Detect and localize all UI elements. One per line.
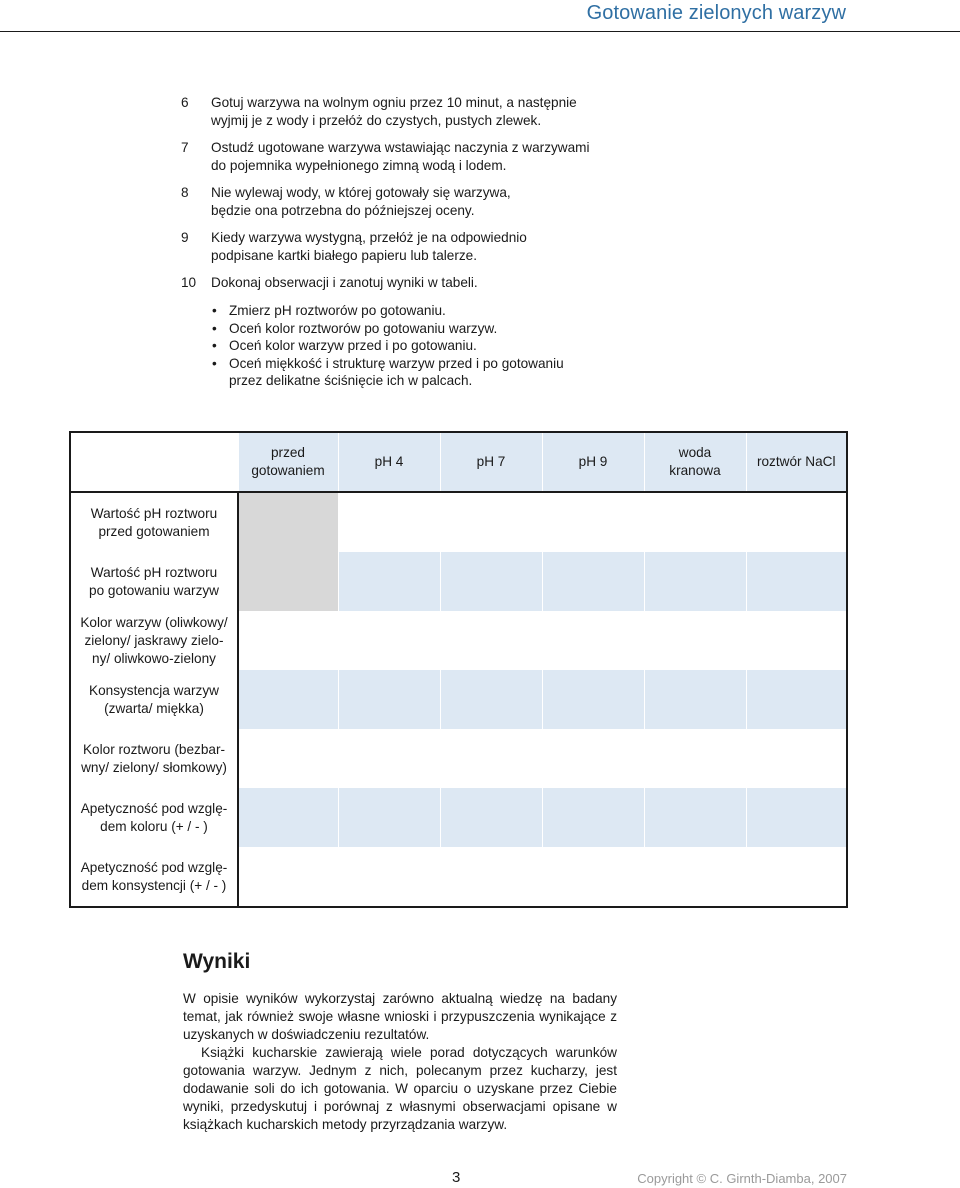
step-text: Kiedy warzywa wystygną, przełóż je na odpowiednio podpisane kartki białego papieru lub talerze. <box>211 230 527 263</box>
table-cell[interactable] <box>542 729 644 788</box>
table-row <box>70 552 847 611</box>
table-cell-disabled <box>238 552 338 611</box>
table-cell[interactable] <box>644 552 746 611</box>
table-cell[interactable] <box>542 847 644 907</box>
table-cell[interactable] <box>440 788 542 847</box>
results-text <box>183 990 617 1134</box>
table-cell[interactable] <box>338 670 440 729</box>
table-cell[interactable] <box>746 847 847 907</box>
table-cell[interactable] <box>644 847 746 907</box>
table-cell[interactable] <box>238 729 338 788</box>
table-cell[interactable] <box>338 611 440 670</box>
step-number: 10 <box>181 275 197 290</box>
step-number: 9 <box>181 230 189 245</box>
table-corner-cell <box>70 432 238 492</box>
step-text: Ostudź ugotowane warzywa wstawiając naczynia z warzywami do pojemnika wypełnionego zimną wodą i lodem. <box>211 140 590 173</box>
column-header: pH 7 <box>440 432 542 492</box>
row-label: Kolor roztworu (bezbar- wny/ zielony/ słomkowy) <box>70 729 238 788</box>
results-paragraph: W opisie wyników wykorzystaj zarówno aktualną wiedzę na badany temat, jak również swoje własne wnioski i przypuszczenia wynikające z uzyskanych w doświadczeniu rezultatów. <box>183 991 617 1042</box>
table-cell[interactable] <box>338 729 440 788</box>
table-row <box>70 492 847 552</box>
step-text: Nie wylewaj wody, w której gotowały się warzywa, będzie ona potrzebna do późniejszej oceny. <box>211 185 511 218</box>
table-cell[interactable] <box>746 611 847 670</box>
table-cell[interactable] <box>338 788 440 847</box>
step-item <box>181 139 651 175</box>
row-label: Wartość pH roztworu przed gotowaniem <box>70 492 238 552</box>
row-label: Apetyczność pod wzglę- dem konsystencji (+ / - ) <box>70 847 238 907</box>
table-cell[interactable] <box>746 788 847 847</box>
table-row <box>70 729 847 788</box>
table-cell[interactable] <box>746 492 847 552</box>
table-cell[interactable] <box>542 492 644 552</box>
table-cell[interactable] <box>338 492 440 552</box>
step-number: 7 <box>181 140 189 155</box>
row-label: Apetyczność pod wzglę- dem koloru (+ / - ) <box>70 788 238 847</box>
table-row <box>70 670 847 729</box>
table-header-row <box>70 432 847 492</box>
results-paragraph: Książki kucharskie zawierają wiele porad dotyczących warunków gotowania warzyw. Jednym z nich, polecanym przez kucharzy, jest dodawanie soli do ich gotowania. W oparciu o uzyskane przez Ciebie wyniki, przedyskutuj i porównaj z własnymi obserwacjami opisane w książkach kucharskich metody przyrządzania warzyw. <box>183 1045 617 1132</box>
observation-table <box>69 431 848 908</box>
row-label: Kolor warzyw (oliwkowy/ zielony/ jaskrawy zielo- ny/ oliwkowo-zielony <box>70 611 238 670</box>
row-label: Wartość pH roztworu po gotowaniu warzyw <box>70 552 238 611</box>
table-cell[interactable] <box>644 729 746 788</box>
procedure-steps <box>181 94 651 301</box>
table-cell[interactable] <box>542 552 644 611</box>
column-header: pH 9 <box>542 432 644 492</box>
step-item <box>181 184 651 220</box>
column-header: woda kranowa <box>644 432 746 492</box>
table-cell[interactable] <box>644 492 746 552</box>
table-cell[interactable] <box>644 670 746 729</box>
table-cell[interactable] <box>440 847 542 907</box>
step-text: Dokonaj obserwacji i zanotuj wyniki w tabeli. <box>211 275 478 290</box>
table-cell[interactable] <box>440 670 542 729</box>
row-label: Konsystencja warzyw (zwarta/ miękka) <box>70 670 238 729</box>
table-cell[interactable] <box>440 552 542 611</box>
step-item <box>181 229 651 265</box>
observation-bullets <box>211 302 651 390</box>
table-cell-disabled <box>238 492 338 552</box>
table-cell[interactable] <box>746 729 847 788</box>
table-cell[interactable] <box>238 847 338 907</box>
bullet-item: • Oceń miękkość i strukturę warzyw przed i po gotowaniu przez delikatne ściśnięcie ich w palcach. <box>211 355 651 390</box>
table-cell[interactable] <box>238 611 338 670</box>
table-cell[interactable] <box>644 788 746 847</box>
table-row <box>70 611 847 670</box>
column-header: roztwór NaCl <box>746 432 847 492</box>
results-heading: Wyniki <box>183 950 251 973</box>
table-cell[interactable] <box>238 788 338 847</box>
bullet-item: • Oceń kolor roztworów po gotowaniu warzyw. <box>211 320 651 338</box>
step-number: 6 <box>181 95 189 110</box>
table-cell[interactable] <box>542 611 644 670</box>
table-cell[interactable] <box>440 729 542 788</box>
table-cell[interactable] <box>440 611 542 670</box>
step-item <box>181 274 651 292</box>
table-cell[interactable] <box>746 670 847 729</box>
column-header: pH 4 <box>338 432 440 492</box>
copyright-notice: Copyright © C. Girnth-Diamba, 2007 <box>637 1171 847 1186</box>
table-row <box>70 788 847 847</box>
header-divider <box>0 31 960 32</box>
column-header: przed gotowaniem <box>238 432 338 492</box>
table-cell[interactable] <box>238 670 338 729</box>
table-cell[interactable] <box>440 492 542 552</box>
step-text: Gotuj warzywa na wolnym ogniu przez 10 minut, a następnie wyjmij je z wody i przełóż do czystych, pustych zlewek. <box>211 95 577 128</box>
bullet-item: • Zmierz pH roztworów po gotowaniu. <box>211 302 651 320</box>
table-cell[interactable] <box>542 788 644 847</box>
page-number: 3 <box>452 1169 461 1186</box>
page-header-title: Gotowanie zielonych warzyw <box>586 2 846 24</box>
table-cell[interactable] <box>542 670 644 729</box>
table-cell[interactable] <box>746 552 847 611</box>
table-row <box>70 847 847 907</box>
step-number: 8 <box>181 185 189 200</box>
table-cell[interactable] <box>338 552 440 611</box>
step-item <box>181 94 651 130</box>
bullet-item: • Oceń kolor warzyw przed i po gotowaniu. <box>211 337 651 355</box>
table-cell[interactable] <box>644 611 746 670</box>
table-cell[interactable] <box>338 847 440 907</box>
